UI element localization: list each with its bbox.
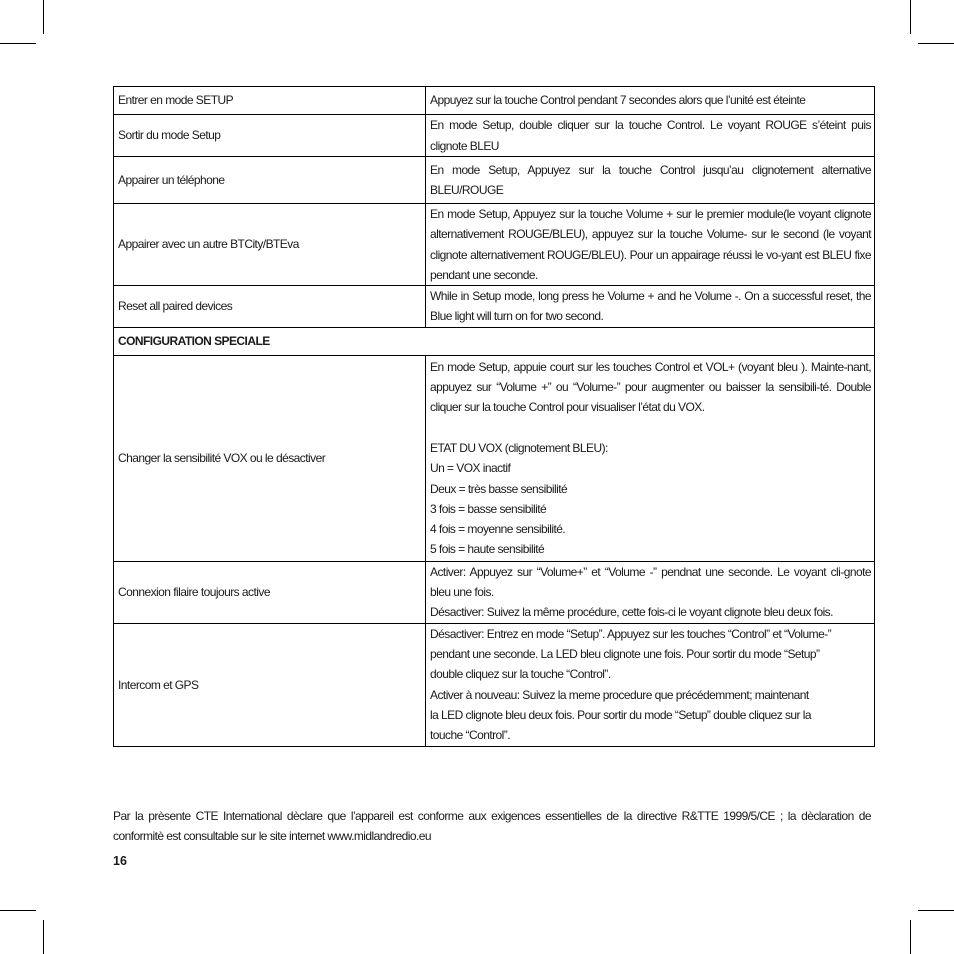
conformity-declaration: Par la prèsente CTE International dèclare que l’appareil est conforme aux exigences essentielles de la directive R&TTE 1999/5/CE ; la dèclaration de conformitè est consultable sur le site internet www.midlandredio.eu	[113, 809, 871, 844]
table-row	[114, 623, 875, 746]
table-row	[114, 115, 875, 157]
row-description: En mode Setup, Appuyez sur la touche Control jusqu’au clignotement alternative BLEU/ROUGE	[426, 157, 875, 204]
intercom-line: double cliquez sur la touche “Control”.	[430, 667, 611, 682]
row-label: Sortir du mode Setup	[114, 115, 426, 157]
row-description	[426, 355, 875, 561]
vox-level: Deux = très basse sensibilité	[430, 481, 568, 496]
row-description	[426, 561, 875, 623]
table-row	[114, 204, 875, 286]
vox-level: 3 fois = basse sensibilité	[430, 501, 547, 516]
vox-level: Un = VOX inactif	[430, 461, 511, 476]
table-row	[114, 355, 875, 561]
intercom-line: Désactiver: Entrez en mode “Setup”. Appuyez sur les touches “Control” et “Volume-”	[430, 626, 832, 641]
crop-mark-bottom-right	[918, 910, 954, 911]
intercom-line: la LED clignote bleu deux fois. Pour sortir du mode “Setup” double cliquez sur la	[430, 707, 812, 722]
row-label: Connexion filaire toujours active	[114, 561, 426, 623]
page-number: 16	[113, 854, 127, 868]
table-row	[114, 561, 875, 623]
crop-mark-top-right	[910, 0, 911, 34]
section-header-row	[114, 327, 875, 355]
section-header: CONFIGURATION SPECIALE	[114, 327, 875, 355]
vox-intro: En mode Setup, appuie court sur les touches Control et VOL+ (voyant bleu ). Mainte-nant, appuyez sur “Volume +” ou “Volume-” pour augmenter ou baisser la sensibili-té. Double cliquer sur la touche Control pour visualiser l’état du VOX.	[430, 359, 871, 415]
row-label: Intercom et GPS	[114, 623, 426, 746]
crop-mark-top-right	[918, 43, 954, 44]
row-label: Entrer en mode SETUP	[114, 87, 426, 115]
row-label: Reset all paired devices	[114, 286, 426, 328]
spacer	[430, 418, 871, 438]
intercom-line: touche “Control”.	[430, 728, 511, 743]
row-description: En mode Setup, Appuyez sur la touche Volume + sur le premier module(le voyant clignote alternativement ROUGE/BLEU), appuyez sur la touche Volume- sur le second (le voyant clignote alternativement ROUGE/BLEU). Pour un appairage réussi le vo-yant est BLEU fixe pendant une seconde.	[426, 204, 875, 286]
wired-deactivate: Désactiver: Suivez la même procédure, cette fois-ci le voyant clignote bleu deux fois.	[430, 605, 833, 620]
setup-instructions-table	[113, 86, 875, 747]
crop-mark-bottom-right	[910, 920, 911, 954]
vox-level: 4 fois = moyenne sensibilité.	[430, 522, 566, 537]
crop-mark-top-left	[0, 43, 36, 44]
vox-etat-title: ETAT DU VOX (clignotement BLEU):	[430, 440, 608, 455]
crop-mark-bottom-left	[0, 910, 36, 911]
table-row	[114, 87, 875, 115]
intercom-line: pendant une seconde. La LED bleu clignote une fois. Pour sortir du mode “Setup”	[430, 647, 820, 662]
table-row	[114, 286, 875, 328]
intercom-line: Activer à nouveau: Suivez la meme procedure que précédemment; maintenant	[430, 687, 809, 702]
row-label: Changer la sensibilité VOX ou le désactiver	[114, 355, 426, 561]
crop-mark-bottom-left	[43, 920, 44, 954]
vox-level: 5 fois = haute sensibilité	[430, 542, 545, 557]
table-row	[114, 157, 875, 204]
row-description	[426, 623, 875, 746]
row-description: While in Setup mode, long press he Volume + and he Volume -. On a successful reset, the Blue light will turn on for two second.	[426, 286, 875, 328]
crop-mark-top-left	[43, 0, 44, 34]
row-label: Appairer un téléphone	[114, 157, 426, 204]
row-label: Appairer avec un autre BTCity/BTEva	[114, 204, 426, 286]
row-description: Appuyez sur la touche Control pendant 7 secondes alors que l’unité est éteinte	[426, 87, 875, 115]
row-description: En mode Setup, double cliquer sur la touche Control. Le voyant ROUGE s’éteint puis clignote BLEU	[426, 115, 875, 157]
wired-activate: Activer: Appuyez sur “Volume+” et “Volume -” pendnat une seconde. Le voyant cli-gnote bleu une fois.	[430, 564, 871, 600]
